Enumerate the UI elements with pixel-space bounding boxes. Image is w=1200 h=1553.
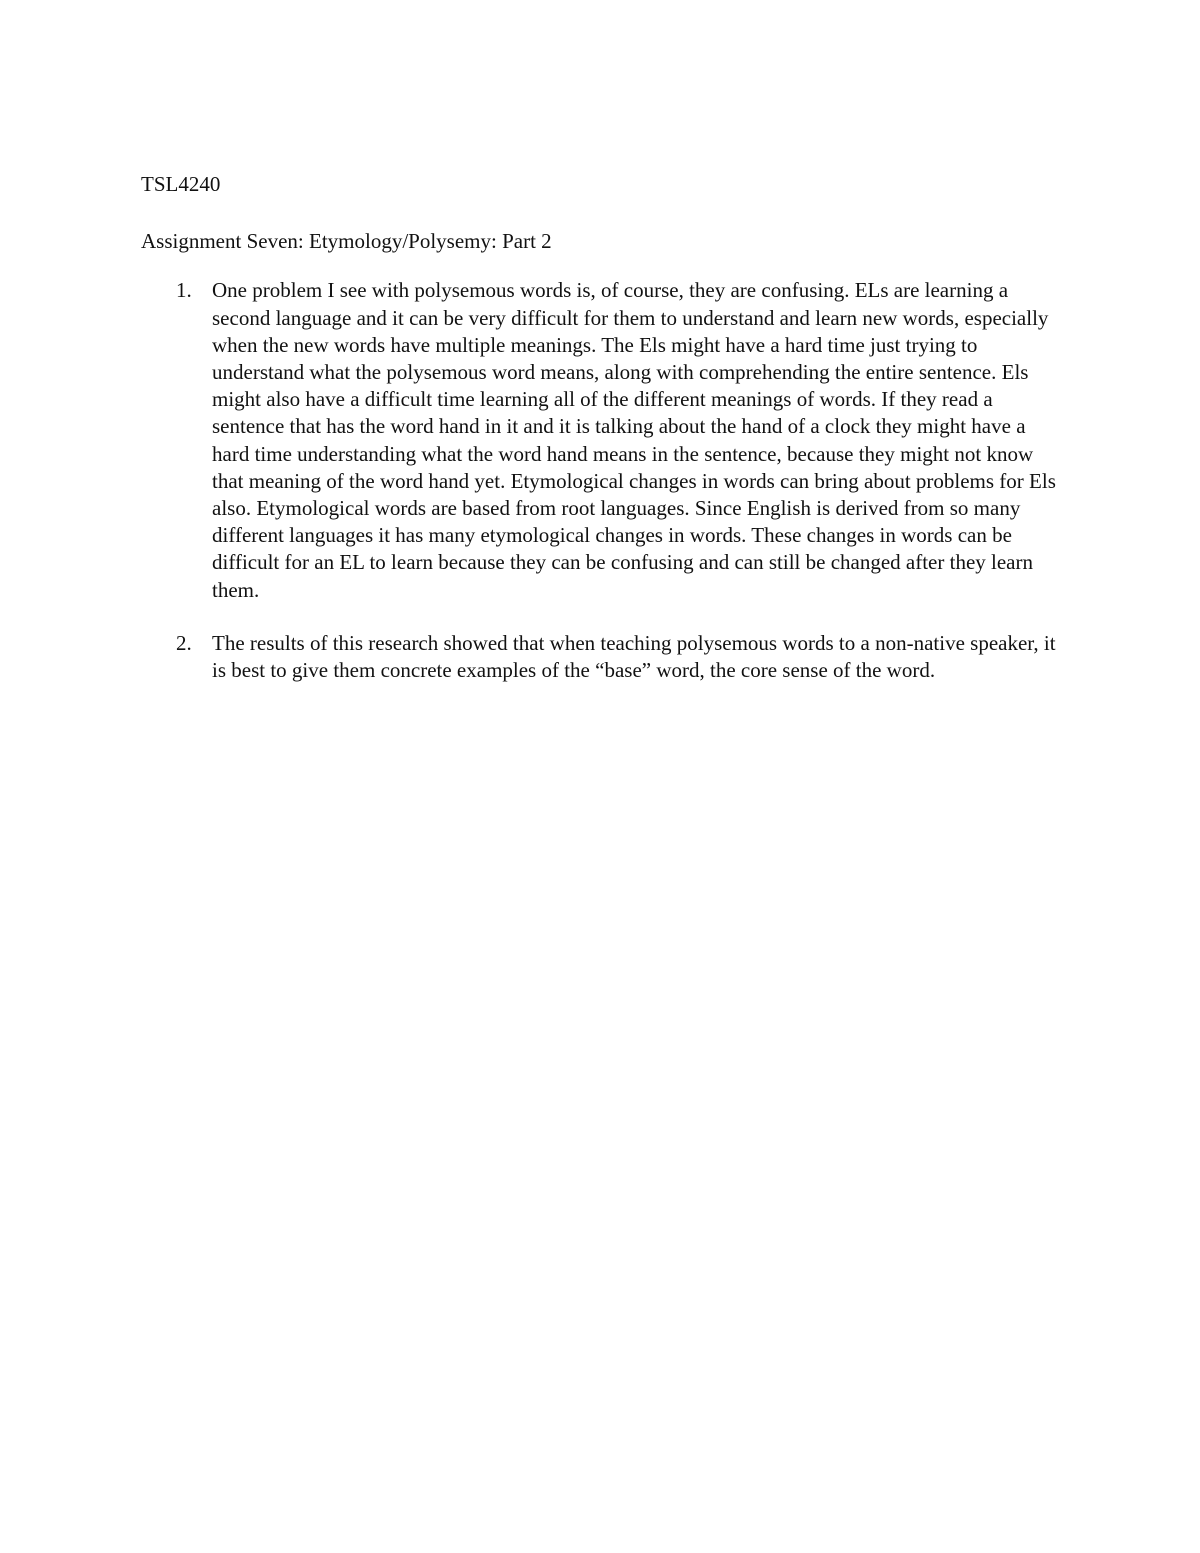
assignment-title: Assignment Seven: Etymology/Polysemy: Part 2 — [141, 229, 552, 254]
answer-item-1 — [141, 277, 1061, 603]
answer-list — [141, 277, 1061, 684]
document-content — [141, 171, 1061, 710]
answer-item-2 — [141, 630, 1061, 684]
answer-text: One problem I see with polysemous words is, of course, they are confusing. ELs are learning a second language and it can be very difficult for them to understand and learn new words, especially when the new words have multiple meanings. The Els might have a hard time just trying to understand what the polysemous word means, along with comprehending the entire sentence. Els might also have a difficult time learning all of the different meanings of words. If they read a sentence that has the word hand in it and it is talking about the hand of a clock they might have a hard time understanding what the word hand means in the sentence, because they might not know that meaning of the word hand yet. Etymological changes in words can bring about problems for Els also. Etymological words are based from root languages. Since English is derived from so many different languages it has many etymological changes in words. These changes in words can be difficult for an EL to learn because they can be confusing and can still be changed after they learn them. — [212, 278, 1056, 602]
answer-number: 1. — [176, 278, 192, 303]
answer-number: 2. — [176, 630, 192, 655]
answer-text: The results of this research showed that when teaching polysemous words to a non-native speaker, it is best to give them concrete examples of the “base” word, the core sense of the word. — [212, 630, 1056, 683]
course-code: TSL4240 — [141, 172, 221, 196]
